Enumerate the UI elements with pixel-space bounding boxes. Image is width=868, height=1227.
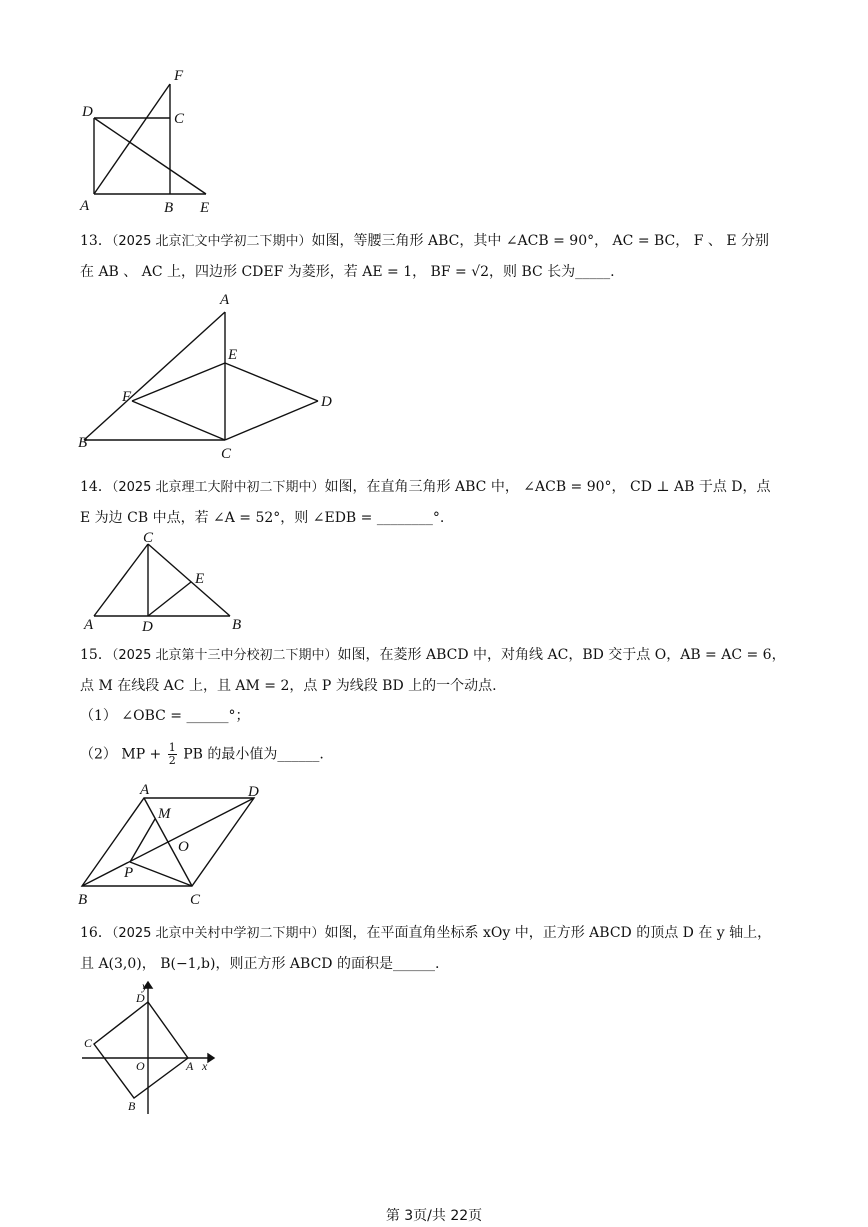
question-source: （2025 北京理工大附中初二下期中） [111, 480, 325, 495]
label-o: O [136, 1059, 145, 1073]
question-text-line1: 如图，等腰三角形 ABC，其中 ∠ACB = 90°， AC = BC， F 、 E 分别 [311, 233, 769, 249]
segment-de [94, 118, 206, 194]
label-b: B [232, 617, 242, 633]
label-d: D [142, 619, 153, 635]
part-2-suffix: PB 的最小值为______. [183, 746, 324, 763]
label-c: C [143, 530, 154, 546]
question-text-line2: 且 A(3,0)， B(−1,b)，则正方形 ABCD 的面积是______. [80, 956, 440, 972]
question-number: 14． [80, 479, 112, 495]
question-15-part-2 [80, 742, 324, 767]
rhombus-fe [132, 363, 225, 401]
label-a: A [80, 198, 90, 214]
question-text-line2: E 为边 CB 中点，若 ∠A = 52°，则 ∠EDB = ________°. [80, 510, 445, 526]
label-p: P [124, 865, 134, 881]
label-d: D [82, 104, 93, 120]
rhombus-dc [225, 401, 318, 440]
question-text-line1: 如图，在直角三角形 ABC 中， ∠ACB = 90°， CD ⊥ AB 于点 D，点 [324, 479, 771, 495]
segment-pc [130, 862, 192, 886]
label-d: D [248, 784, 259, 800]
part-2-prefix: （2） MP + [80, 746, 162, 763]
figure-q16 [78, 980, 218, 1120]
label-c: C [190, 892, 201, 908]
label-d: D [136, 991, 145, 1005]
figure-q15 [74, 780, 274, 910]
page-footer [0, 1205, 868, 1225]
rhombus-ed [225, 363, 318, 401]
question-text-line1: 如图，在平面直角坐标系 xOy 中，正方形 ABCD 的顶点 D 在 y 轴上， [324, 925, 772, 941]
side-ab [84, 312, 225, 440]
figure-q14 [80, 532, 250, 634]
question-13 [80, 226, 792, 287]
side-ca [94, 544, 148, 616]
label-a: A [186, 1059, 194, 1073]
question-source: （2025 北京中关村中学初二下期中） [111, 926, 325, 941]
x-axis-arrow [208, 1054, 214, 1062]
question-14 [80, 472, 792, 533]
question-text-line2: 在 AB 、 AC 上，四边形 CDEF 为菱形，若 AE = 1， BF = √2，则 BC 长为_____. [80, 264, 615, 280]
label-x: x [202, 1059, 208, 1073]
label-b: B [78, 435, 88, 451]
segment-af [94, 84, 170, 194]
fraction-numerator: 1 [168, 741, 176, 754]
label-d: D [321, 394, 332, 410]
question-number: 16． [80, 925, 112, 941]
rhombus-cf [132, 401, 225, 440]
question-16 [80, 918, 792, 979]
label-m: M [158, 806, 171, 822]
question-text-line1: 如图，在菱形 ABCD 中，对角线 AC，BD 交于点 O，AB = AC = 6， [337, 647, 786, 663]
fraction-one-half [168, 742, 177, 767]
fraction-denominator: 2 [168, 754, 176, 767]
question-15-part-1 [80, 706, 249, 726]
median-de [148, 582, 191, 616]
figure-q13 [74, 290, 344, 465]
label-e: E [228, 347, 238, 363]
question-source: （2025 北京第十三中分校初二下期中） [111, 648, 338, 663]
label-c: C [174, 111, 185, 127]
label-b: B [164, 200, 174, 216]
part-1-text: （1） ∠OBC = ______°； [80, 708, 250, 724]
label-o: O [178, 839, 189, 855]
label-b: B [128, 1099, 136, 1113]
label-c: C [84, 1036, 93, 1050]
figure-q12 [78, 62, 218, 217]
question-text-line2: 点 M 在线段 AC 上，且 AM = 2，点 P 为线段 BD 上的一个动点. [80, 678, 497, 694]
label-a: A [140, 782, 150, 798]
page-number: 第 3页/共 22页 [385, 1208, 483, 1224]
label-e: E [195, 571, 205, 587]
square-abcd [94, 1002, 188, 1098]
label-f: F [122, 389, 132, 405]
question-15 [80, 640, 792, 701]
side-cb [148, 544, 230, 616]
label-y: y [142, 979, 148, 993]
question-source: （2025 北京汇文中学初二下期中） [111, 234, 312, 249]
label-c: C [221, 446, 232, 462]
question-number: 13． [80, 233, 112, 249]
label-f: F [174, 68, 184, 84]
question-number: 15． [80, 647, 112, 663]
label-b: B [78, 892, 88, 908]
label-a: A [84, 617, 94, 633]
label-a: A [220, 292, 230, 308]
label-e: E [200, 200, 210, 216]
